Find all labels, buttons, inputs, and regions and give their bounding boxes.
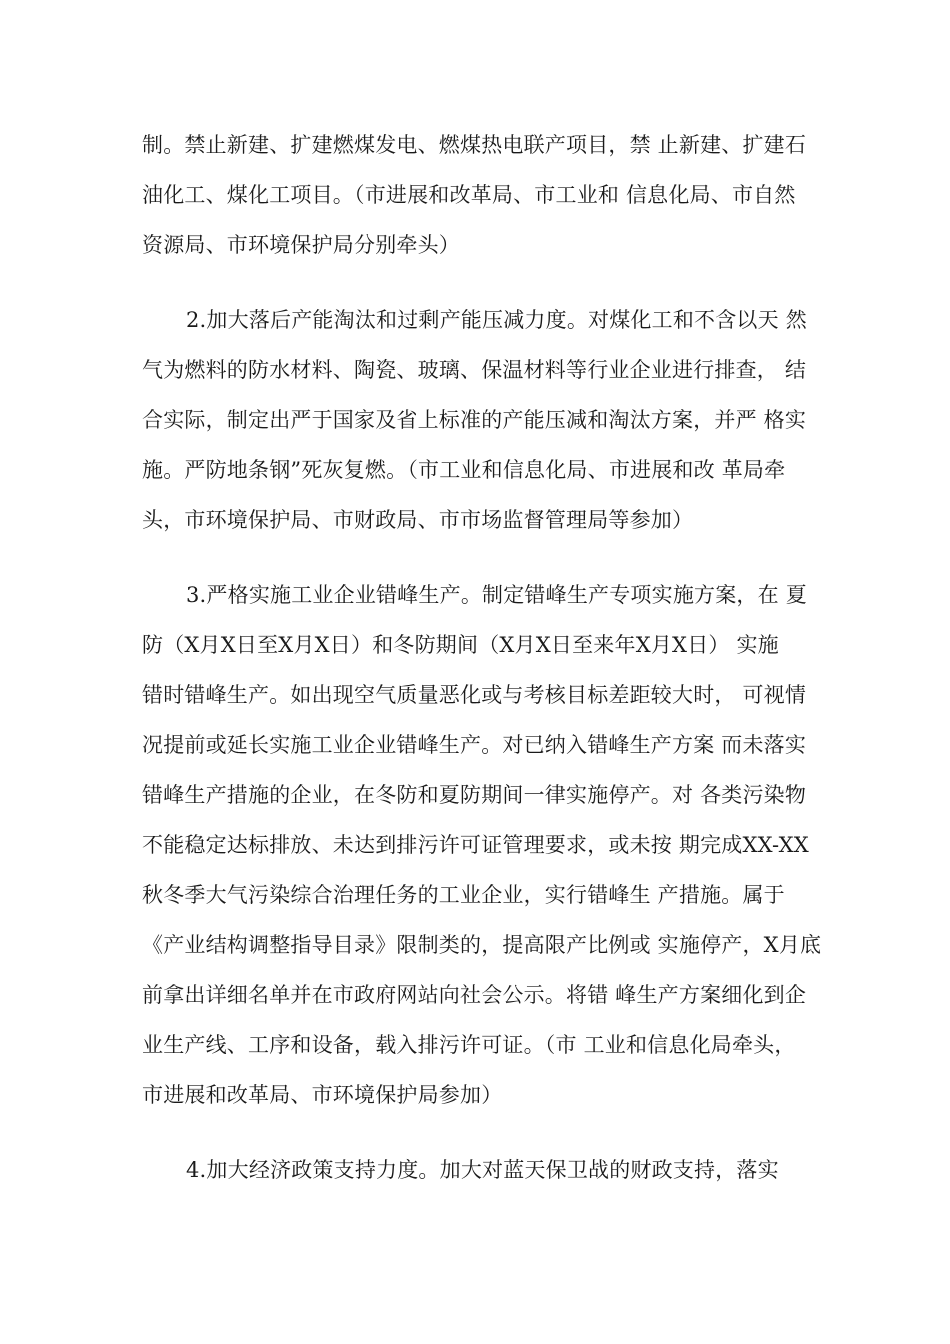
text-line: 防（X月X日至X月X日）和冬防期间（X月X日至来年X月X日） 实施 [142,633,779,657]
text-line: 资源局、市环境保护局分别牵头） [142,233,460,257]
text-line: 秋冬季大气污染综合治理任务的工业企业，实行错峰生 产措施。属于 [142,883,785,907]
text-line: 施。严防地条钢”死灰复燃。（市工业和信息化局、市进展和改 革局牵 [142,458,786,482]
text-line: 业生产线、工序和设备，载入排污许可证。（市 工业和信息化局牵头， [142,1033,796,1057]
text-line: 不能稳定达标排放、未达到排污许可证管理要求，或未按 期完成XX-XX [142,833,809,857]
text-line: 2.加大落后产能淘汰和过剩产能压减力度。对煤化工和不含以天 然 [186,308,807,332]
text-line: 头，市环境保护局、市财政局、市市场监督管理局等参加） [142,508,694,532]
text-line: 市进展和改革局、市环境保护局参加） [142,1083,503,1107]
text-line: 错峰生产措施的企业，在冬防和夏防期间一律实施停产。对 各类污染物 [142,783,807,807]
text-line: 《产业结构调整指导目录》限制类的，提高限产比例或 实施停产，X月底 [142,933,822,957]
text-line: 油化工、煤化工项目。（市进展和改革局、市工业和 信息化局、市自然 [142,183,796,207]
text-line: 错时错峰生产。如出现空气质量恶化或与考核目标差距较大时， 可视情 [142,683,807,707]
text-line: 制。禁止新建、扩建燃煤发电、燃煤热电联产项目，禁 止新建、扩建石 [142,133,807,157]
text-line: 合实际，制定出严于国家及省上标准的产能压减和淘汰方案，并严 格实 [142,408,807,432]
text-line: 况提前或延长实施工业企业错峰生产。对已纳入错峰生产方案 而未落实 [142,733,807,757]
text-line: 前拿出详细名单并在市政府网站向社会公示。将错 峰生产方案细化到企 [142,983,807,1007]
text-line: 3.严格实施工业企业错峰生产。制定错峰生产专项实施方案，在 夏 [186,583,807,607]
text-line: 4.加大经济政策支持力度。加大对蓝天保卫战的财政支持，落实 [186,1158,779,1182]
text-line: 气为燃料的防水材料、陶瓷、玻璃、保温材料等行业企业进行排查， 结 [142,358,807,382]
